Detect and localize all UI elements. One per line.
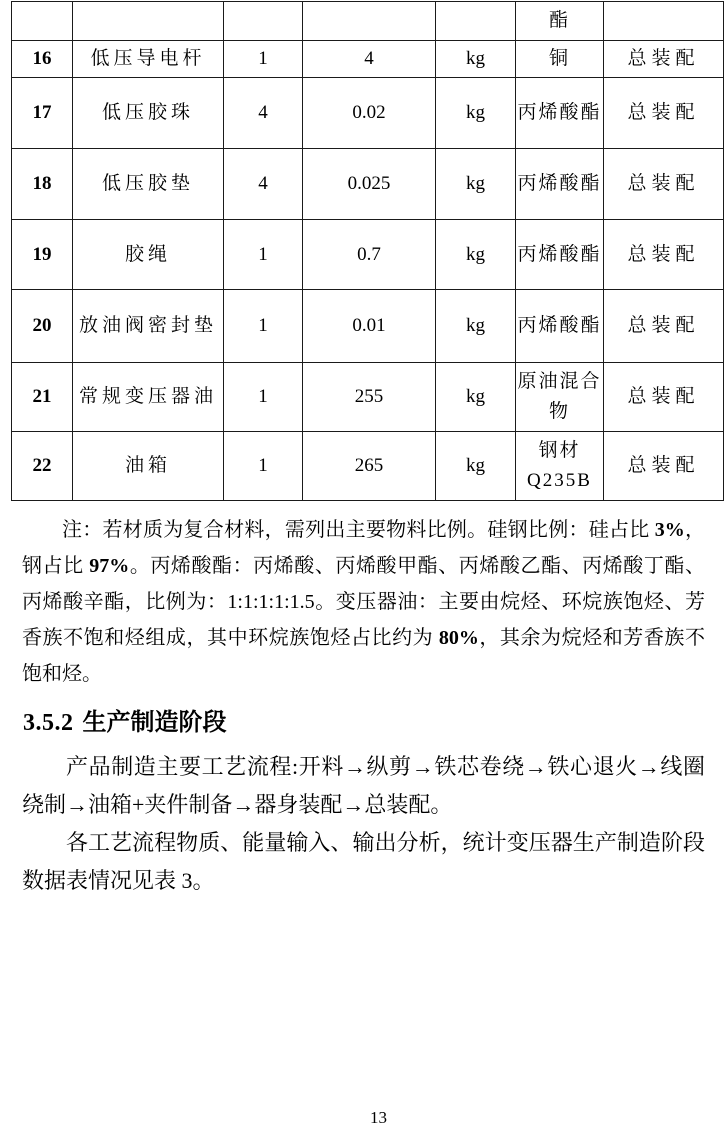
quantity-cell: 1: [224, 290, 303, 363]
row-number-cell: 22: [12, 432, 73, 501]
weight-cell: 4: [303, 41, 436, 78]
note-paragraph: [22, 512, 705, 692]
material-cell: 原油混合物: [516, 363, 604, 432]
material-cell: 酯: [516, 2, 604, 41]
quantity-cell: 1: [224, 363, 303, 432]
unit-cell: kg: [436, 78, 516, 149]
row-number-cell: [12, 2, 73, 41]
stage-cell: 总装配: [604, 220, 724, 290]
stage-cell: 总装配: [604, 432, 724, 501]
part-name-cell: 常规变压器油: [73, 363, 224, 432]
material-cell: 丙烯酸酯: [516, 290, 604, 363]
weight-cell: 0.02: [303, 78, 436, 149]
unit-cell: kg: [436, 432, 516, 501]
note-text: 。丙烯酸酯：丙烯酸、丙烯酸甲酯、丙烯酸乙酯、丙烯酸丁酯、丙烯酸辛酯，比例为：1:1:1:1:1.5。变压器油：主要由烷烃、环烷族饱烃、芳香族不饱和烃组成，其中环烷族饱烃占比约为: [22, 555, 705, 649]
stage-cell: 总装配: [604, 78, 724, 149]
table-row: [12, 363, 724, 432]
stage-cell: 总装配: [604, 290, 724, 363]
section-heading: [23, 708, 705, 738]
table-row: [12, 149, 724, 220]
note-text: ，钢占比: [22, 519, 706, 577]
stage-cell: 总装配: [604, 363, 724, 432]
table-row: [12, 432, 724, 501]
part-name-cell: 低压胶垫: [73, 149, 224, 220]
row-number-cell: 20: [12, 290, 73, 363]
weight-cell: 0.01: [303, 290, 436, 363]
part-name-cell: 放油阀密封垫: [73, 290, 224, 363]
quantity-cell: 1: [224, 220, 303, 290]
note-value-steel: 97%: [89, 555, 130, 577]
unit-cell: kg: [436, 363, 516, 432]
unit-cell: kg: [436, 149, 516, 220]
table-row: [12, 290, 724, 363]
section-number: 3.5.2: [23, 710, 74, 736]
part-name-cell: 低压导电杆: [73, 41, 224, 78]
note-text: ，其余为烷烃和芳香族不饱和烃。: [22, 627, 705, 685]
table-row: [12, 41, 724, 78]
row-number-cell: 19: [12, 220, 73, 290]
note-text: 注：若材质为复合材料，需列出主要物料比例。硅钢比例：硅占比: [62, 519, 655, 541]
quantity-cell: 1: [224, 432, 303, 501]
table-row-carryover: [12, 2, 724, 41]
table-row: [12, 78, 724, 149]
weight-cell: 265: [303, 432, 436, 501]
part-name-cell: 胶绳: [73, 220, 224, 290]
quantity-cell: 1: [224, 41, 303, 78]
materials-table: [11, 1, 724, 501]
stage-cell: [604, 2, 724, 41]
unit-cell: kg: [436, 41, 516, 78]
material-cell: 钢材 Q235B: [516, 432, 604, 501]
row-number-cell: 18: [12, 149, 73, 220]
table-row: [12, 220, 724, 290]
page-number: 13: [370, 1108, 387, 1127]
quantity-cell: [224, 2, 303, 41]
material-cell: 丙烯酸酯: [516, 220, 604, 290]
material-cell: 丙烯酸酯: [516, 149, 604, 220]
unit-cell: kg: [436, 220, 516, 290]
stage-cell: 总装配: [604, 41, 724, 78]
material-cell: 铜: [516, 41, 604, 78]
weight-cell: 255: [303, 363, 436, 432]
part-name-cell: [73, 2, 224, 41]
section-title: 生产制造阶段: [82, 710, 227, 736]
row-number-cell: 16: [12, 41, 73, 78]
body-paragraph-analysis: 各工艺流程物质、能量输入、输出分析，统计变压器生产制造阶段数据表情况见表 3。: [22, 830, 705, 893]
material-cell: 丙烯酸酯: [516, 78, 604, 149]
unit-cell: kg: [436, 290, 516, 363]
stage-cell: 总装配: [604, 149, 724, 220]
weight-cell: 0.7: [303, 220, 436, 290]
note-value-naphthene: 80%: [438, 627, 479, 649]
row-number-cell: 17: [12, 78, 73, 149]
part-name-cell: 低压胶珠: [73, 78, 224, 149]
quantity-cell: 4: [224, 149, 303, 220]
weight-cell: [303, 2, 436, 41]
note-value-silicon: 3%: [654, 519, 685, 541]
part-name-cell: 油箱: [73, 432, 224, 501]
weight-cell: 0.025: [303, 149, 436, 220]
body-paragraph-process: 产品制造主要工艺流程:开料→纵剪→铁芯卷绕→铁心退火→线圈绕制→油箱+夹件制备→器身装配→总装配。: [22, 754, 705, 817]
unit-cell: [436, 2, 516, 41]
row-number-cell: 21: [12, 363, 73, 432]
quantity-cell: 4: [224, 78, 303, 149]
